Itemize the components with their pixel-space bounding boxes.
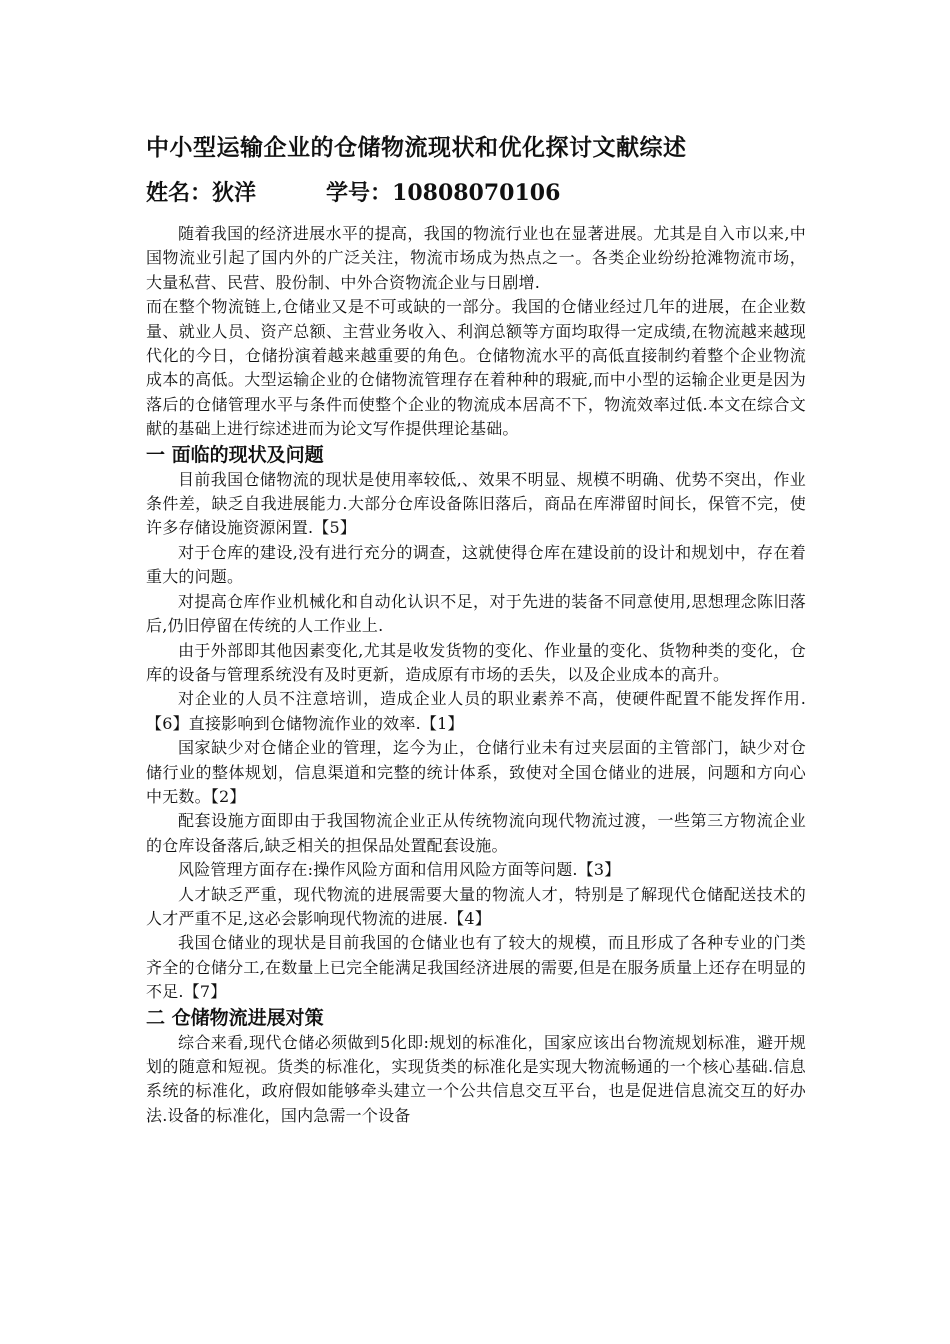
section-heading-development-strategy: 二 仓储物流进展对策 bbox=[146, 1006, 324, 1029]
author-name: 姓名：狄洋 bbox=[146, 180, 257, 206]
document-title: 中小型运输企业的仓储物流现状和优化探讨文献综述 bbox=[146, 134, 687, 161]
section1-paragraph: 配套设施方面即由于我国物流企业正从传统物流向现代物流过渡，一些第三方物流企业的仓库设备落后,缺乏相关的担保品处置配套设施。 bbox=[146, 811, 806, 855]
section1-paragraph: 我国仓储业的现状是目前我国的仓储业也有了较大的规模，而且形成了各种专业的门类齐全的仓储分工,在数量上已完全能满足我国经济进展的需要,但是在服务质量上还存在明显的不足.【7】 bbox=[146, 933, 806, 1002]
section1-paragraph: 国家缺少对仓储企业的管理，迄今为止，仓储行业未有过夹层面的主管部门，缺少对仓储行业的整体规划，信息渠道和完整的统计体系，致使对全国仓储业的进展，问题和方向心中无数。【2】 bbox=[146, 738, 806, 806]
section1-paragraph: 人才缺乏严重，现代物流的进展需要大量的物流人才，特别是了解现代仓储配送技术的人才严重不足,这必会影响现代物流的进展.【4】 bbox=[146, 884, 806, 928]
author-line bbox=[146, 174, 806, 212]
document-page bbox=[146, 128, 806, 1128]
intro-paragraph-1: 随着我国的经济进展水平的提高，我国的物流行业也在显著进展。尤其是自入市以来,中国物流业引起了国内外的广泛关注，物流市场成为热点之一。各类企业纷纷抢滩物流市场，大量私营、民营、股份制、中外合资物流企业与日剧增. bbox=[146, 224, 806, 292]
section1-paragraph: 由于外部即其他因素变化,尤其是收发货物的变化、作业量的变化、货物种类的变化，仓库的设备与管理系统没有及时更新，造成原有市场的丢失，以及企业成本的高升。 bbox=[146, 640, 806, 684]
section1-paragraph: 对企业的人员不注意培训，造成企业人员的职业素养不高，使硬件配置不能发挥作用.【6】直接影响到仓储物流作业的效率.【1】 bbox=[146, 689, 806, 733]
section-heading-current-status: 一 面临的现状及问题 bbox=[146, 443, 324, 466]
student-id: 学号：10808070106 bbox=[326, 180, 561, 206]
section2-paragraph: 综合来看,现代仓储必须做到5化即:规划的标准化，国家应该出台物流规划标准，避开规划的随意和短视。货类的标准化，实现货类的标准化是实现大物流畅通的一个核心基础.信息系统的标准化，政府假如能够牵头建立一个公共信息交互平台，也是促进信息流交互的好办法.设备的标准化，国内急需一个设备 bbox=[146, 1032, 806, 1125]
section1-paragraph: 风险管理方面存在:操作风险方面和信用风险方面等问题.【3】 bbox=[178, 860, 621, 880]
section1-paragraph: 对于仓库的建设,没有进行充分的调查，这就使得仓库在建设前的设计和规划中，存在着重大的问题。 bbox=[146, 542, 806, 587]
section1-paragraph: 目前我国仓储物流的现状是使用率较低,、效果不明显、规模不明确、优势不突出，作业条件差，缺乏自我进展能力.大部分仓库设备陈旧落后，商品在库滞留时间长，保管不完，使许多存储设施资源闲置.【5】 bbox=[146, 469, 806, 538]
intro-paragraph-2: 而在整个物流链上,仓储业又是不可或缺的一部分。我国的仓储业经过几年的进展，在企业数量、就业人员、资产总额、主营业务收入、利润总额等方面均取得一定成绩,在物流越来越现代化的今日，仓储扮演着越来越重要的角色。仓储物流水平的高低直接制约着整个企业物流成本的高低。大型运输企业的仓储物流管理存在着种种的瑕疵,而中小型的运输企业更是因为落后的仓储管理水平与条件而使整个企业的物流成本居高不下，物流效率过低.本文在综合文献的基础上进行综述进而为论文写作提供理论基础。 bbox=[146, 297, 806, 439]
section1-paragraph: 对提高仓库作业机械化和自动化认识不足，对于先进的装备不同意使用,思想理念陈旧落后,仍旧停留在传统的人工作业上. bbox=[146, 591, 806, 636]
